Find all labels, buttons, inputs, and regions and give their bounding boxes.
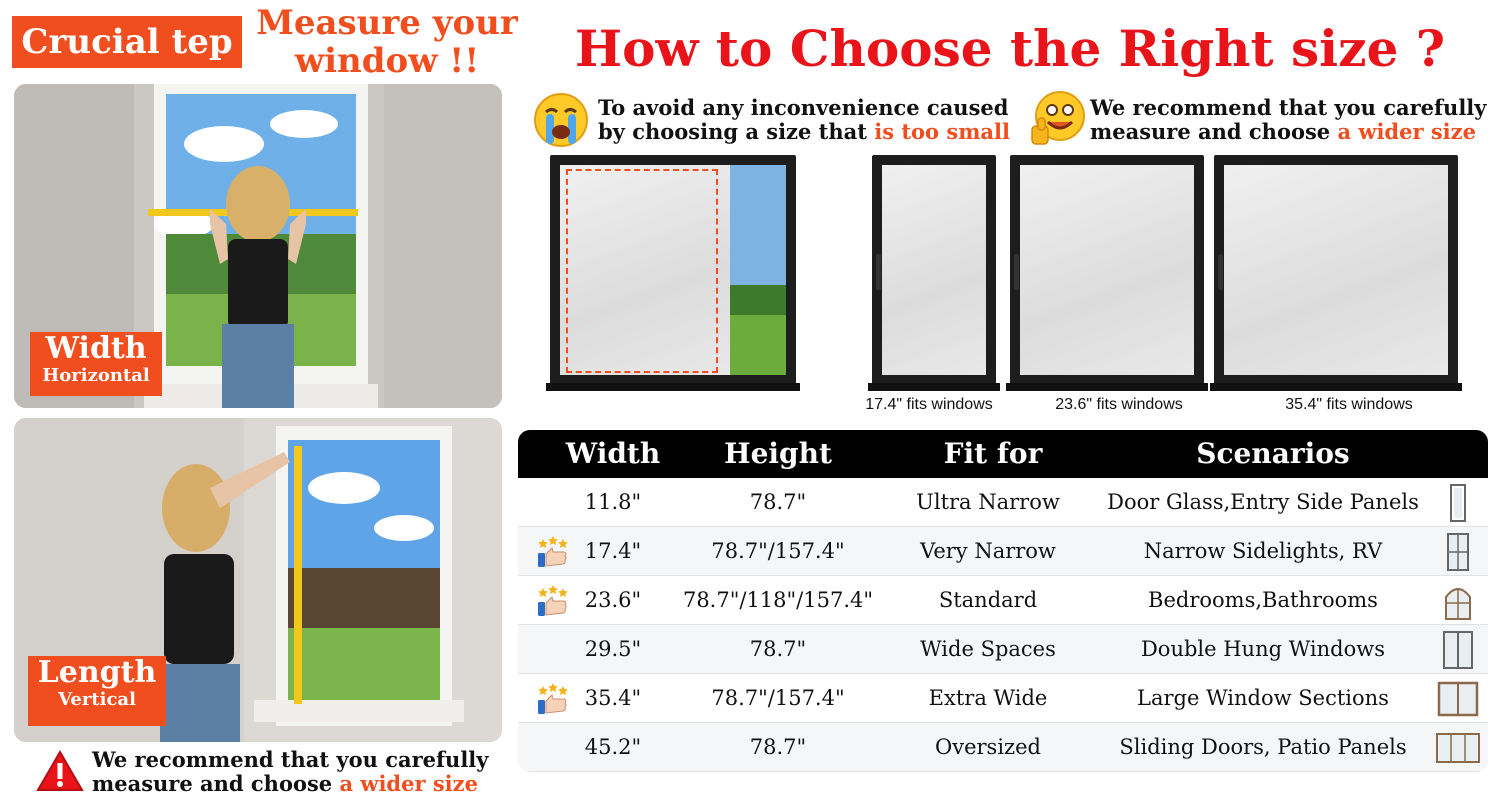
width-tag-sub: Horizontal bbox=[42, 365, 150, 386]
row-width-cell: 35.4" bbox=[584, 686, 642, 710]
crucial-tip-badge: Crucial tep bbox=[12, 16, 242, 68]
row-fit-cell: Extra Wide bbox=[928, 686, 1048, 710]
advice-right-line1: We recommend that you carefully bbox=[1090, 95, 1487, 120]
arched-window-icon bbox=[1436, 581, 1480, 621]
thumbs-up-face-icon bbox=[1030, 90, 1088, 148]
advice-right-line2-accent: a wider size bbox=[1337, 119, 1476, 144]
advice-left-line2 bbox=[598, 120, 1010, 144]
left-warning-line2 bbox=[92, 772, 488, 796]
width-tag-main: Width bbox=[45, 331, 147, 366]
length-tag-main: Length bbox=[37, 655, 157, 690]
large-window-icon bbox=[1436, 679, 1480, 719]
undersized-film-outline bbox=[566, 169, 718, 373]
row-width-cell: 23.6" bbox=[584, 588, 642, 612]
row-fit-cell: Ultra Narrow bbox=[916, 490, 1060, 514]
header-scenarios: Scenarios bbox=[1196, 437, 1350, 470]
advice-wider-size bbox=[1030, 92, 1500, 150]
row-scenario-cell: Double Hung Windows bbox=[1140, 637, 1386, 661]
frosted-glass-17-4 bbox=[882, 165, 986, 375]
left-warning-line2-accent: a wider size bbox=[339, 771, 478, 796]
row-fit-cell: Very Narrow bbox=[920, 539, 1056, 563]
table-row bbox=[518, 674, 1488, 723]
table-row bbox=[518, 723, 1488, 772]
width-horizontal-tag bbox=[30, 332, 162, 396]
row-fit-cell: Standard bbox=[938, 588, 1038, 612]
advice-too-small bbox=[532, 92, 1022, 150]
window-17-4-inch bbox=[872, 155, 996, 389]
advice-right-text bbox=[1090, 96, 1486, 144]
row-height-cell: 78.7"/157.4" bbox=[711, 539, 845, 563]
table-row bbox=[518, 625, 1488, 674]
advice-left-line2-prefix: by choosing a size that bbox=[598, 119, 875, 144]
row-width-cell: 11.8" bbox=[584, 490, 642, 514]
row-height-cell: 78.7" bbox=[749, 490, 807, 514]
left-warning-text bbox=[92, 748, 488, 796]
table-row bbox=[518, 527, 1488, 576]
advice-right-line2-prefix: measure and choose bbox=[1090, 119, 1338, 144]
length-vertical-tag bbox=[28, 656, 166, 726]
table-header bbox=[518, 430, 1488, 478]
double-hung-window-icon bbox=[1436, 630, 1480, 670]
row-height-cell: 78.7"/118"/157.4" bbox=[682, 588, 874, 612]
header-fit-for: Fit for bbox=[943, 437, 1043, 470]
measure-heading: Measure your window !! bbox=[256, 3, 518, 81]
window-23-6-inch bbox=[1010, 155, 1204, 389]
size-table bbox=[518, 430, 1488, 772]
frosted-glass-23-6 bbox=[1020, 165, 1194, 375]
fit-caption-17-4: 17.4" fits windows bbox=[865, 396, 993, 413]
row-scenario-cell: Large Window Sections bbox=[1137, 686, 1389, 710]
fit-caption-23-6: 23.6" fits windows bbox=[1055, 396, 1183, 413]
left-warning-line1: We recommend that you carefully bbox=[92, 747, 489, 772]
row-width-cell: 29.5" bbox=[584, 637, 642, 661]
window-outdoor-view bbox=[560, 165, 786, 375]
row-height-cell: 78.7"/157.4" bbox=[711, 686, 845, 710]
header-height: Height bbox=[724, 437, 832, 470]
length-tag-sub: Vertical bbox=[58, 689, 136, 710]
frosted-glass-35-4 bbox=[1224, 165, 1448, 375]
advice-right-line2 bbox=[1090, 120, 1486, 144]
warning-triangle-icon bbox=[36, 750, 84, 792]
row-scenario-cell: Narrow Sidelights, RV bbox=[1143, 539, 1383, 563]
row-scenario-cell: Bedrooms,Bathrooms bbox=[1148, 588, 1378, 612]
table-row bbox=[518, 478, 1488, 527]
left-warning-note bbox=[36, 748, 506, 796]
row-width-cell: 17.4" bbox=[584, 539, 642, 563]
row-height-cell: 78.7" bbox=[749, 637, 807, 661]
width-measure-photo bbox=[14, 84, 502, 408]
row-width-cell: 45.2" bbox=[584, 735, 642, 759]
row-scenario-cell: Door Glass,Entry Side Panels bbox=[1107, 490, 1419, 514]
fit-caption-35-4: 35.4" fits windows bbox=[1285, 396, 1413, 413]
row-height-cell: 78.7" bbox=[749, 735, 807, 759]
advice-left-line1: To avoid any inconvenience caused bbox=[598, 95, 1009, 120]
advice-left-text bbox=[598, 96, 1010, 144]
table-row bbox=[518, 576, 1488, 625]
row-fit-cell: Wide Spaces bbox=[920, 637, 1056, 661]
too-small-film-window bbox=[550, 155, 796, 389]
header-width: Width bbox=[565, 437, 661, 470]
row-fit-cell: Oversized bbox=[935, 735, 1041, 759]
row-scenario-cell: Sliding Doors, Patio Panels bbox=[1119, 735, 1407, 759]
left-warning-line2-prefix: measure and choose bbox=[92, 771, 340, 796]
narrow-paned-window-icon bbox=[1436, 532, 1480, 572]
single-narrow-window-icon bbox=[1436, 483, 1480, 523]
page-title: How to Choose the Right size ? bbox=[574, 19, 1446, 78]
crying-face-icon bbox=[532, 92, 590, 148]
advice-left-line2-accent: is too small bbox=[874, 119, 1010, 144]
window-35-4-inch bbox=[1214, 155, 1458, 389]
length-measure-photo bbox=[14, 418, 502, 742]
sliding-door-icon bbox=[1436, 728, 1480, 768]
